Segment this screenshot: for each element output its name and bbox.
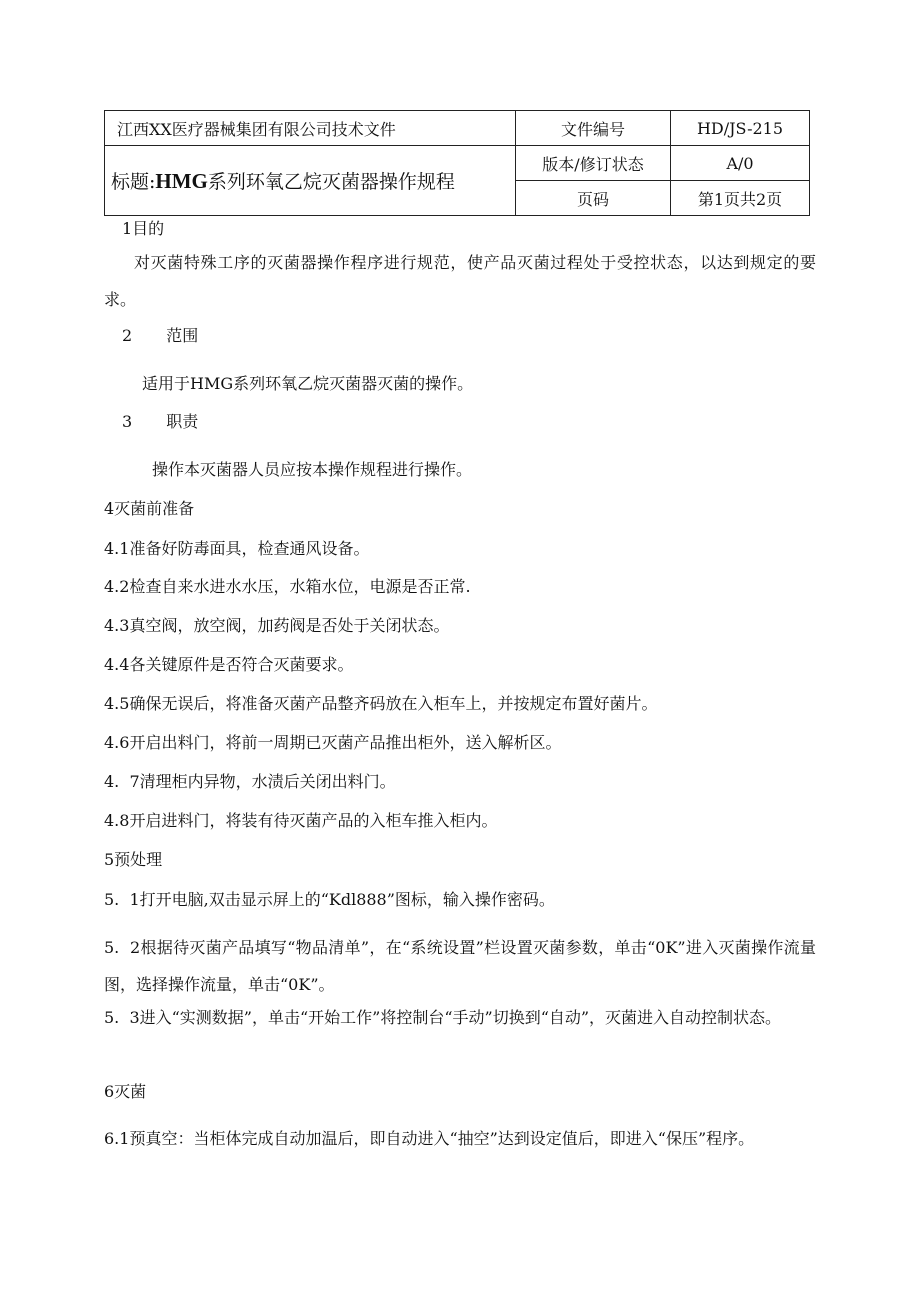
list-item: 4.8开启进料门，将装有待灭菌产品的入柜车推入柜内。 <box>104 811 498 830</box>
header-row-1 <box>105 111 810 146</box>
version-label: 版本/修订状态 <box>516 146 671 181</box>
version-value: A/0 <box>671 146 810 181</box>
title-rest: 系列环氧乙烷灭菌器操作规程 <box>207 171 455 193</box>
page-value: 第1页共2页 <box>671 181 810 216</box>
list-item: 4.4各关键原件是否符合灭菌要求。 <box>104 655 354 674</box>
list-item: 4. 7清理柜内异物，水渍后关闭出料门。 <box>104 772 396 791</box>
title-prefix: 标题: <box>111 171 156 193</box>
document-title <box>105 146 516 216</box>
doc-no-label: 文件编号 <box>516 111 671 146</box>
company-doc-cell: 江西XX医疗器械集团有限公司技术文件 <box>105 111 516 146</box>
list-item: 4.1准备好防毒面具，检查通风设备。 <box>104 539 370 558</box>
section-3-body: 操作本灭菌器人员应按本操作规程进行操作。 <box>152 460 473 479</box>
section-5-1: 5. 1打开电脑,双击显示屏上的“Kdl888”图标，输入操作密码。 <box>104 890 555 909</box>
doc-no-value: HD/JS-215 <box>671 111 810 146</box>
section-1-title: 1目的 <box>122 219 165 238</box>
section-3-heading <box>122 412 198 432</box>
list-item: 4.5确保无误后，将准备灭菌产品整齐码放在入柜车上，并按规定布置好菌片。 <box>104 694 658 713</box>
section-6-1: 6.1预真空：当柜体完成自动加温后，即自动进入“抽空”达到设定值后，即进入“保压”程序。 <box>104 1129 755 1148</box>
section-5-title: 5预处理 <box>104 850 163 869</box>
section-4-title: 4灭菌前准备 <box>104 499 195 518</box>
section-3-number: 3 <box>122 412 133 431</box>
section-2-number: 2 <box>122 326 133 345</box>
document-header-table <box>104 110 810 216</box>
list-item: 4.6开启出料门，将前一周期已灭菌产品推出柜外，送入解析区。 <box>104 733 562 752</box>
section-2-body: 适用于HMG系列环氧乙烷灭菌器灭菌的操作。 <box>142 374 474 393</box>
section-5-2: 5. 2根据待灭菌产品填写“物品清单”，在“系统设置”栏设置灭菌参数，单击“0K”进入灭菌操作流量图，选择操作流量，单击“0K”。 <box>104 938 816 994</box>
list-item: 4.2检查自来水进水水压，水箱水位，电源是否正常. <box>104 577 471 596</box>
title-bold: HMG <box>155 169 208 193</box>
section-1-body: 对灭菌特殊工序的灭菌器操作程序进行规范，使产品灭菌过程处于受控状态，以达到规定的要求。 <box>104 253 816 309</box>
header-row-2 <box>105 146 810 181</box>
section-6-title: 6灭菌 <box>104 1082 147 1101</box>
section-5-3: 5. 3进入“实测数据”，单击“开始工作”将控制台“手动”切换到“自动”，灭菌进入自动控制状态。 <box>104 1008 782 1027</box>
section-3-title: 职责 <box>166 412 199 431</box>
list-item: 4.3真空阀，放空阀，加药阀是否处于关闭状态。 <box>104 616 450 635</box>
page-label: 页码 <box>516 181 671 216</box>
section-2-heading <box>122 326 198 346</box>
section-2-title: 范围 <box>166 326 199 345</box>
